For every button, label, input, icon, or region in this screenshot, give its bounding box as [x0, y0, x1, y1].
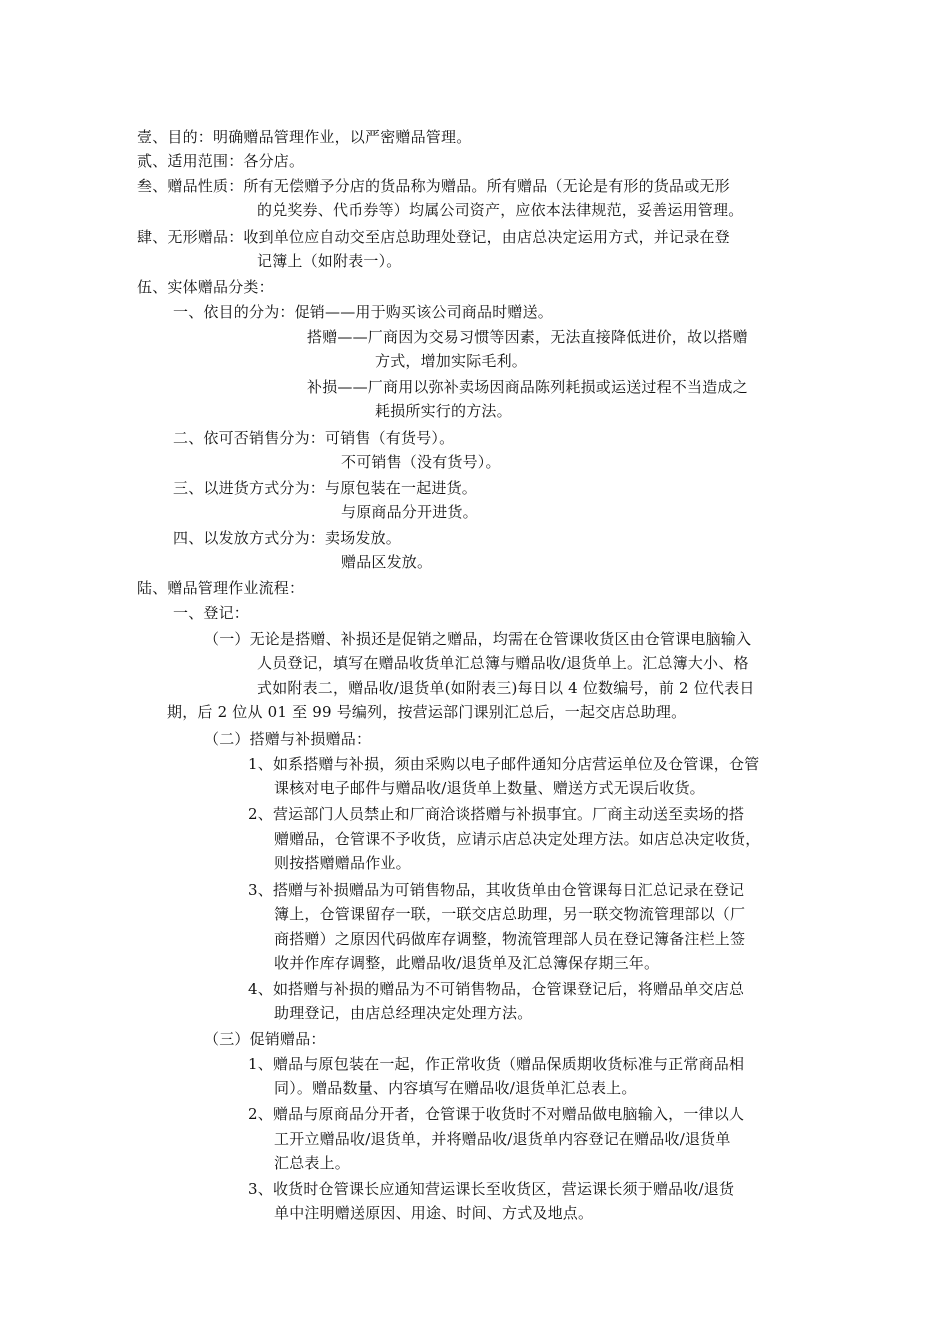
doc-line: 收并作库存调整，此赠品收/退货单及汇总簿保存期三年。: [274, 954, 660, 972]
doc-line: 赠品区发放。: [341, 553, 433, 571]
doc-line: （一）无论是搭赠、补损还是促销之赠品，均需在仓管课收货区由仓管课电脑输入: [204, 630, 752, 648]
doc-line: 3、搭赠与补损赠品为可销售物品，其收货单由仓管课每日汇总记录在登记: [248, 881, 745, 899]
doc-line: 则按搭赠赠品作业。: [274, 854, 411, 872]
doc-line: 壹、目的：明确赠品管理作业，以严密赠品管理。: [137, 128, 472, 146]
doc-line: 同）。赠品数量、内容填写在赠品收/退货单汇总表上。: [274, 1079, 637, 1097]
doc-line: 二、依可否销售分为：可销售（有货号）。: [173, 429, 455, 447]
doc-line: （二）搭赠与补损赠品：: [204, 730, 372, 748]
doc-line: 2、赠品与原商品分开者，仓管课于收货时不对赠品做电脑输入，一律以人: [248, 1105, 745, 1123]
doc-line: 方式，增加实际毛利。: [375, 352, 528, 370]
doc-line: 补损——厂商用以弥补卖场因商品陈列耗损或运送过程不当造成之: [307, 378, 748, 396]
doc-line: 赠赠品，仓管课不予收货，应请示店总决定处理方法。如店总决定收货，: [274, 830, 761, 848]
doc-line: 不可销售（没有货号）。: [341, 453, 501, 471]
doc-line: 搭赠——厂商因为交易习惯等因素，无法直接降低进价，故以搭赠: [307, 328, 748, 346]
doc-line: 2、营运部门人员禁止和厂商洽谈搭赠与补损事宜。厂商主动送至卖场的搭: [248, 805, 745, 823]
doc-line: 簿上，仓管课留存一联，一联交店总助理，另一联交物流管理部以（厂: [274, 905, 746, 923]
doc-line: 3、收货时仓管课长应通知营运课长至收货区，营运课长须于赠品收/退货: [248, 1180, 735, 1198]
doc-line: 伍、实体赠品分类：: [137, 278, 274, 296]
doc-line: 贰、适用范围：各分店。: [137, 152, 305, 170]
doc-line: 与原商品分开进货。: [341, 503, 478, 521]
doc-line: 1、如系搭赠与补损，须由采购以电子邮件通知分店营运单位及仓管课，仓管: [248, 755, 760, 773]
doc-line: （三）促销赠品：: [204, 1030, 326, 1048]
doc-line: 三、以进货方式分为：与原包装在一起进货。: [173, 479, 478, 497]
doc-line: 记簿上（如附表一）。: [257, 252, 402, 270]
doc-line: 式如附表二，赠品收/退货单(如附表三)每日以 4 位数编号，前 2 位代表日: [257, 679, 755, 697]
doc-line: 课核对电子邮件与赠品收/退货单上数量、赠送方式无误后收货。: [274, 779, 705, 797]
doc-line: 四、以发放方式分为：卖场发放。: [173, 529, 402, 547]
doc-line: 商搭赠）之原因代码做库存调整，物流管理部人员在登记簿备注栏上签: [274, 930, 746, 948]
doc-line: 肆、无形赠品：收到单位应自动交至店总助理处登记，由店总决定运用方式，并记录在登: [137, 228, 730, 246]
doc-line: 助理登记，由店总经理决定处理方法。: [274, 1004, 533, 1022]
doc-line: 人员登记，填写在赠品收货单汇总簿与赠品收/退货单上。汇总簿大小、格: [257, 654, 749, 672]
doc-line: 陆、赠品管理作业流程：: [137, 579, 305, 597]
doc-line: 4、如搭赠与补损的赠品为不可销售物品，仓管课登记后，将赠品单交店总: [248, 980, 745, 998]
doc-line: 一、依目的分为：促销——用于购买该公司商品时赠送。: [173, 303, 554, 321]
doc-line: 耗损所实行的方法。: [375, 402, 512, 420]
doc-line: 的兑奖券、代币券等）均属公司资产，应依本法律规范，妥善运用管理。: [257, 201, 744, 219]
doc-line: 工开立赠品收/退货单，并将赠品收/退货单内容登记在赠品收/退货单: [274, 1130, 731, 1148]
doc-line: 单中注明赠送原因、用途、时间、方式及地点。: [274, 1204, 594, 1222]
doc-line: 期，后 2 位从 01 至 99 号编列，按营运部门课别汇总后，一起交店总助理。: [167, 703, 687, 721]
doc-line: 汇总表上。: [274, 1154, 351, 1172]
doc-line: 1、赠品与原包装在一起，作正常收货（赠品保质期收货标准与正常商品相: [248, 1055, 745, 1073]
doc-line: 一、登记：: [173, 604, 250, 622]
doc-line: 叁、赠品性质：所有无偿赠予分店的货品称为赠品。所有赠品（无论是有形的货品或无形: [137, 177, 730, 195]
